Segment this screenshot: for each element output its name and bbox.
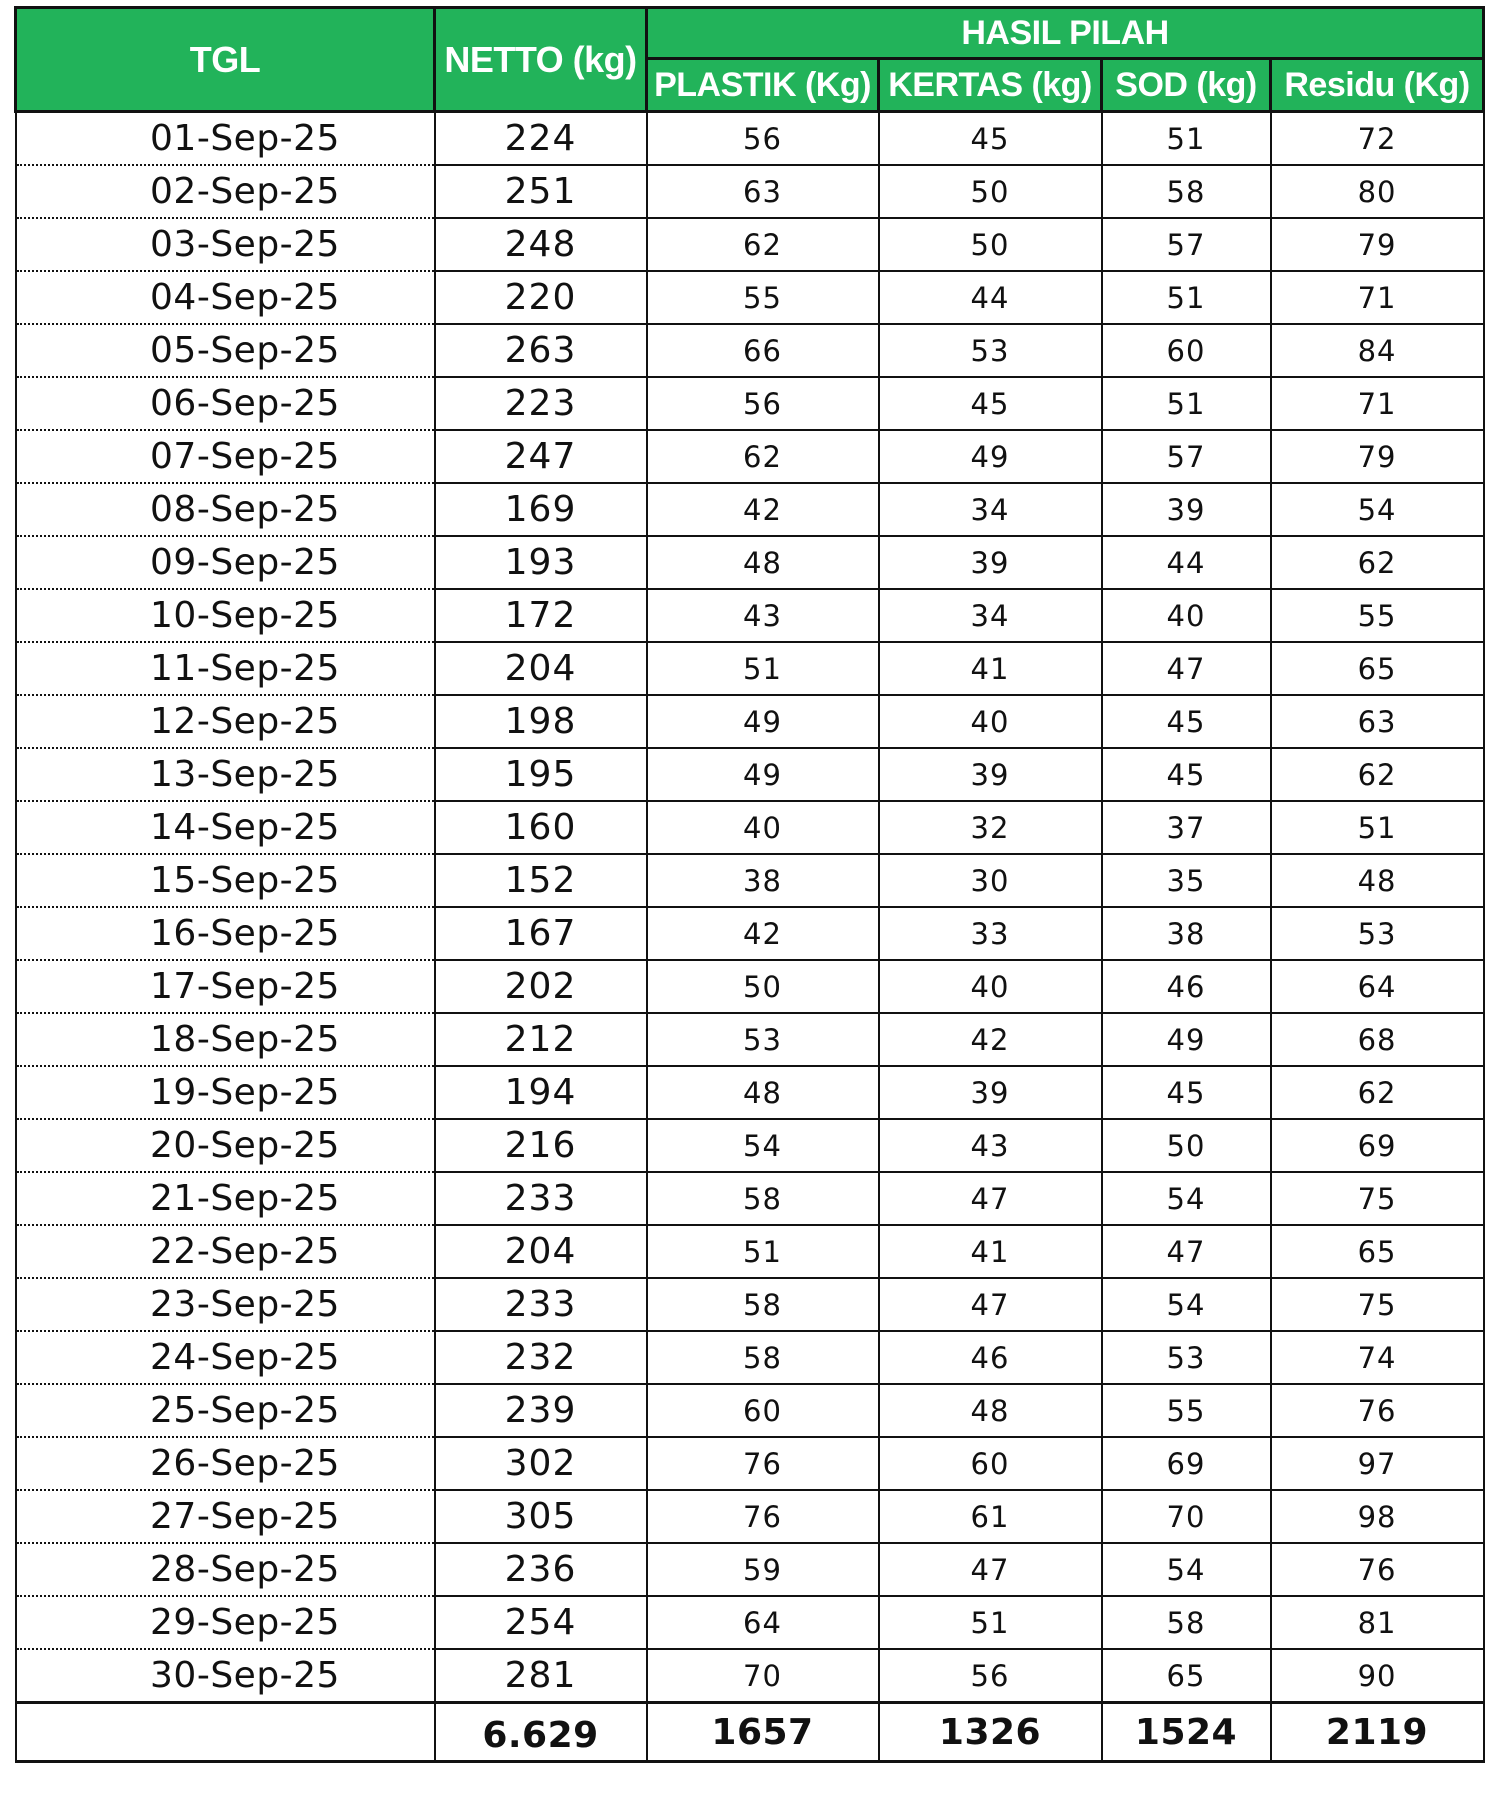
residu-cell: 71 — [1271, 377, 1484, 430]
plastik-cell: 53 — [647, 1013, 879, 1066]
sod-cell: 60 — [1102, 324, 1271, 377]
sod-cell: 55 — [1102, 1384, 1271, 1437]
kertas-cell: 50 — [879, 218, 1102, 271]
date-cell: 28-Sep-25 — [16, 1543, 435, 1596]
sod-cell: 49 — [1102, 1013, 1271, 1066]
sod-cell: 45 — [1102, 1066, 1271, 1119]
residu-cell: 75 — [1271, 1172, 1484, 1225]
residu-cell: 79 — [1271, 218, 1484, 271]
kertas-cell: 47 — [879, 1543, 1102, 1596]
table-row — [16, 324, 1484, 377]
residu-cell: 51 — [1271, 801, 1484, 854]
kertas-cell: 56 — [879, 1649, 1102, 1703]
residu-cell: 62 — [1271, 536, 1484, 589]
sod-cell: 65 — [1102, 1649, 1271, 1703]
table-row — [16, 1543, 1484, 1596]
netto-cell: 239 — [435, 1384, 647, 1437]
date-cell: 22-Sep-25 — [16, 1225, 435, 1278]
residu-cell: 90 — [1271, 1649, 1484, 1703]
kertas-cell: 60 — [879, 1437, 1102, 1490]
date-cell: 06-Sep-25 — [16, 377, 435, 430]
netto-cell: 247 — [435, 430, 647, 483]
kertas-cell: 39 — [879, 536, 1102, 589]
table-row — [16, 430, 1484, 483]
sod-cell: 69 — [1102, 1437, 1271, 1490]
sod-cell: 51 — [1102, 377, 1271, 430]
kertas-cell: 47 — [879, 1172, 1102, 1225]
sod-cell: 54 — [1102, 1172, 1271, 1225]
plastik-cell: 51 — [647, 642, 879, 695]
netto-cell: 224 — [435, 112, 647, 166]
residu-cell: 63 — [1271, 695, 1484, 748]
plastik-cell: 51 — [647, 1225, 879, 1278]
netto-cell: 263 — [435, 324, 647, 377]
date-cell: 23-Sep-25 — [16, 1278, 435, 1331]
netto-cell: 236 — [435, 1543, 647, 1596]
residu-cell: 71 — [1271, 271, 1484, 324]
netto-cell: 251 — [435, 165, 647, 218]
plastik-cell: 58 — [647, 1278, 879, 1331]
residu-cell: 53 — [1271, 907, 1484, 960]
header-hasil-pilah: HASIL PILAH — [647, 8, 1484, 59]
netto-cell: 195 — [435, 748, 647, 801]
netto-cell: 198 — [435, 695, 647, 748]
netto-cell: 220 — [435, 271, 647, 324]
date-cell: 30-Sep-25 — [16, 1649, 435, 1703]
plastik-cell: 66 — [647, 324, 879, 377]
kertas-cell: 44 — [879, 271, 1102, 324]
plastik-cell: 40 — [647, 801, 879, 854]
netto-cell: 216 — [435, 1119, 647, 1172]
header-tgl: TGL — [16, 8, 435, 112]
kertas-cell: 39 — [879, 748, 1102, 801]
plastik-cell: 50 — [647, 960, 879, 1013]
residu-cell: 75 — [1271, 1278, 1484, 1331]
residu-cell: 48 — [1271, 854, 1484, 907]
kertas-cell: 61 — [879, 1490, 1102, 1543]
kertas-cell: 45 — [879, 112, 1102, 166]
sod-cell: 45 — [1102, 695, 1271, 748]
table-row — [16, 483, 1484, 536]
residu-cell: 81 — [1271, 1596, 1484, 1649]
plastik-cell: 56 — [647, 112, 879, 166]
plastik-cell: 48 — [647, 536, 879, 589]
date-cell: 14-Sep-25 — [16, 801, 435, 854]
table-row — [16, 801, 1484, 854]
netto-cell: 167 — [435, 907, 647, 960]
netto-cell: 302 — [435, 1437, 647, 1490]
sod-cell: 47 — [1102, 1225, 1271, 1278]
residu-cell: 54 — [1271, 483, 1484, 536]
plastik-cell: 76 — [647, 1490, 879, 1543]
kertas-cell: 42 — [879, 1013, 1102, 1066]
table-row — [16, 1331, 1484, 1384]
date-cell: 12-Sep-25 — [16, 695, 435, 748]
table-header — [16, 8, 1484, 112]
kertas-cell: 50 — [879, 165, 1102, 218]
table-row — [16, 165, 1484, 218]
kertas-cell: 47 — [879, 1278, 1102, 1331]
table-row — [16, 1649, 1484, 1703]
residu-cell: 65 — [1271, 642, 1484, 695]
date-cell: 16-Sep-25 — [16, 907, 435, 960]
netto-cell: 223 — [435, 377, 647, 430]
date-cell: 27-Sep-25 — [16, 1490, 435, 1543]
date-cell: 09-Sep-25 — [16, 536, 435, 589]
kertas-cell: 41 — [879, 1225, 1102, 1278]
residu-cell: 62 — [1271, 748, 1484, 801]
sod-cell: 46 — [1102, 960, 1271, 1013]
kertas-cell: 33 — [879, 907, 1102, 960]
header-netto: NETTO (kg) — [435, 8, 647, 112]
table-row — [16, 960, 1484, 1013]
kertas-cell: 43 — [879, 1119, 1102, 1172]
date-cell: 04-Sep-25 — [16, 271, 435, 324]
kertas-cell: 46 — [879, 1331, 1102, 1384]
table-row — [16, 1596, 1484, 1649]
header-residu: Residu (Kg) — [1271, 59, 1484, 112]
date-cell: 26-Sep-25 — [16, 1437, 435, 1490]
residu-cell: 74 — [1271, 1331, 1484, 1384]
residu-cell: 79 — [1271, 430, 1484, 483]
table-row — [16, 695, 1484, 748]
sod-cell: 51 — [1102, 112, 1271, 166]
residu-cell: 76 — [1271, 1384, 1484, 1437]
table-row — [16, 1437, 1484, 1490]
netto-cell: 204 — [435, 642, 647, 695]
kertas-cell: 34 — [879, 589, 1102, 642]
date-cell: 08-Sep-25 — [16, 483, 435, 536]
plastik-cell: 62 — [647, 218, 879, 271]
plastik-cell: 70 — [647, 1649, 879, 1703]
sod-cell: 45 — [1102, 748, 1271, 801]
table-row — [16, 1225, 1484, 1278]
waste-sorting-table-container — [14, 6, 1482, 1763]
sod-cell: 40 — [1102, 589, 1271, 642]
date-cell: 25-Sep-25 — [16, 1384, 435, 1437]
plastik-cell: 49 — [647, 748, 879, 801]
waste-sorting-table — [14, 6, 1485, 1763]
kertas-cell: 51 — [879, 1596, 1102, 1649]
residu-cell: 64 — [1271, 960, 1484, 1013]
plastik-cell: 56 — [647, 377, 879, 430]
date-cell: 01-Sep-25 — [16, 112, 435, 166]
date-cell: 29-Sep-25 — [16, 1596, 435, 1649]
header-sod: SOD (kg) — [1102, 59, 1271, 112]
plastik-cell: 54 — [647, 1119, 879, 1172]
total-row — [16, 1703, 1484, 1762]
date-cell: 19-Sep-25 — [16, 1066, 435, 1119]
netto-cell: 254 — [435, 1596, 647, 1649]
total-kertas: 1326 — [879, 1703, 1102, 1762]
netto-cell: 169 — [435, 483, 647, 536]
total-plastik: 1657 — [647, 1703, 879, 1762]
residu-cell: 62 — [1271, 1066, 1484, 1119]
table-row — [16, 1172, 1484, 1225]
sod-cell: 57 — [1102, 218, 1271, 271]
residu-cell: 69 — [1271, 1119, 1484, 1172]
sod-cell: 58 — [1102, 1596, 1271, 1649]
netto-cell: 193 — [435, 536, 647, 589]
plastik-cell: 55 — [647, 271, 879, 324]
date-cell: 17-Sep-25 — [16, 960, 435, 1013]
sod-cell: 47 — [1102, 642, 1271, 695]
date-cell: 24-Sep-25 — [16, 1331, 435, 1384]
plastik-cell: 42 — [647, 907, 879, 960]
plastik-cell: 49 — [647, 695, 879, 748]
total-residu: 2119 — [1271, 1703, 1484, 1762]
kertas-cell: 40 — [879, 960, 1102, 1013]
table-row — [16, 112, 1484, 166]
table-row — [16, 1278, 1484, 1331]
residu-cell: 68 — [1271, 1013, 1484, 1066]
date-cell: 20-Sep-25 — [16, 1119, 435, 1172]
plastik-cell: 43 — [647, 589, 879, 642]
plastik-cell: 64 — [647, 1596, 879, 1649]
date-cell: 10-Sep-25 — [16, 589, 435, 642]
residu-cell: 84 — [1271, 324, 1484, 377]
sod-cell: 54 — [1102, 1543, 1271, 1596]
date-cell: 21-Sep-25 — [16, 1172, 435, 1225]
sod-cell: 50 — [1102, 1119, 1271, 1172]
residu-cell: 76 — [1271, 1543, 1484, 1596]
date-cell: 13-Sep-25 — [16, 748, 435, 801]
netto-cell: 202 — [435, 960, 647, 1013]
date-cell: 18-Sep-25 — [16, 1013, 435, 1066]
table-row — [16, 218, 1484, 271]
kertas-cell: 41 — [879, 642, 1102, 695]
kertas-cell: 53 — [879, 324, 1102, 377]
residu-cell: 72 — [1271, 112, 1484, 166]
netto-cell: 152 — [435, 854, 647, 907]
table-row — [16, 271, 1484, 324]
kertas-cell: 39 — [879, 1066, 1102, 1119]
date-cell: 03-Sep-25 — [16, 218, 435, 271]
total-date-cell — [16, 1703, 435, 1762]
netto-cell: 281 — [435, 1649, 647, 1703]
sod-cell: 57 — [1102, 430, 1271, 483]
kertas-cell: 40 — [879, 695, 1102, 748]
plastik-cell: 58 — [647, 1172, 879, 1225]
header-kertas: KERTAS (kg) — [879, 59, 1102, 112]
table-row — [16, 1384, 1484, 1437]
sod-cell: 51 — [1102, 271, 1271, 324]
netto-cell: 233 — [435, 1172, 647, 1225]
sod-cell: 53 — [1102, 1331, 1271, 1384]
date-cell: 07-Sep-25 — [16, 430, 435, 483]
sod-cell: 39 — [1102, 483, 1271, 536]
table-row — [16, 1119, 1484, 1172]
kertas-cell: 49 — [879, 430, 1102, 483]
table-row — [16, 1013, 1484, 1066]
netto-cell: 232 — [435, 1331, 647, 1384]
residu-cell: 65 — [1271, 1225, 1484, 1278]
plastik-cell: 42 — [647, 483, 879, 536]
sod-cell: 37 — [1102, 801, 1271, 854]
table-row — [16, 907, 1484, 960]
residu-cell: 55 — [1271, 589, 1484, 642]
plastik-cell: 60 — [647, 1384, 879, 1437]
residu-cell: 98 — [1271, 1490, 1484, 1543]
total-sod: 1524 — [1102, 1703, 1271, 1762]
table-row — [16, 1066, 1484, 1119]
table-row — [16, 642, 1484, 695]
table-row — [16, 854, 1484, 907]
netto-cell: 160 — [435, 801, 647, 854]
sod-cell: 38 — [1102, 907, 1271, 960]
sod-cell: 44 — [1102, 536, 1271, 589]
plastik-cell: 38 — [647, 854, 879, 907]
plastik-cell: 58 — [647, 1331, 879, 1384]
kertas-cell: 34 — [879, 483, 1102, 536]
kertas-cell: 48 — [879, 1384, 1102, 1437]
residu-cell: 97 — [1271, 1437, 1484, 1490]
sod-cell: 54 — [1102, 1278, 1271, 1331]
date-cell: 15-Sep-25 — [16, 854, 435, 907]
plastik-cell: 76 — [647, 1437, 879, 1490]
table-row — [16, 1490, 1484, 1543]
kertas-cell: 45 — [879, 377, 1102, 430]
sod-cell: 70 — [1102, 1490, 1271, 1543]
sod-cell: 58 — [1102, 165, 1271, 218]
header-plastik: PLASTIK (Kg) — [647, 59, 879, 112]
netto-cell: 172 — [435, 589, 647, 642]
date-cell: 11-Sep-25 — [16, 642, 435, 695]
table-row — [16, 536, 1484, 589]
sod-cell: 35 — [1102, 854, 1271, 907]
total-netto: 6.629 — [435, 1703, 647, 1762]
plastik-cell: 59 — [647, 1543, 879, 1596]
netto-cell: 212 — [435, 1013, 647, 1066]
date-cell: 05-Sep-25 — [16, 324, 435, 377]
netto-cell: 233 — [435, 1278, 647, 1331]
table-row — [16, 377, 1484, 430]
netto-cell: 248 — [435, 218, 647, 271]
plastik-cell: 48 — [647, 1066, 879, 1119]
netto-cell: 194 — [435, 1066, 647, 1119]
residu-cell: 80 — [1271, 165, 1484, 218]
netto-cell: 305 — [435, 1490, 647, 1543]
table-footer — [16, 1703, 1484, 1762]
netto-cell: 204 — [435, 1225, 647, 1278]
kertas-cell: 30 — [879, 854, 1102, 907]
table-row — [16, 748, 1484, 801]
plastik-cell: 63 — [647, 165, 879, 218]
plastik-cell: 62 — [647, 430, 879, 483]
table-row — [16, 589, 1484, 642]
table-body — [16, 112, 1484, 1703]
kertas-cell: 32 — [879, 801, 1102, 854]
date-cell: 02-Sep-25 — [16, 165, 435, 218]
